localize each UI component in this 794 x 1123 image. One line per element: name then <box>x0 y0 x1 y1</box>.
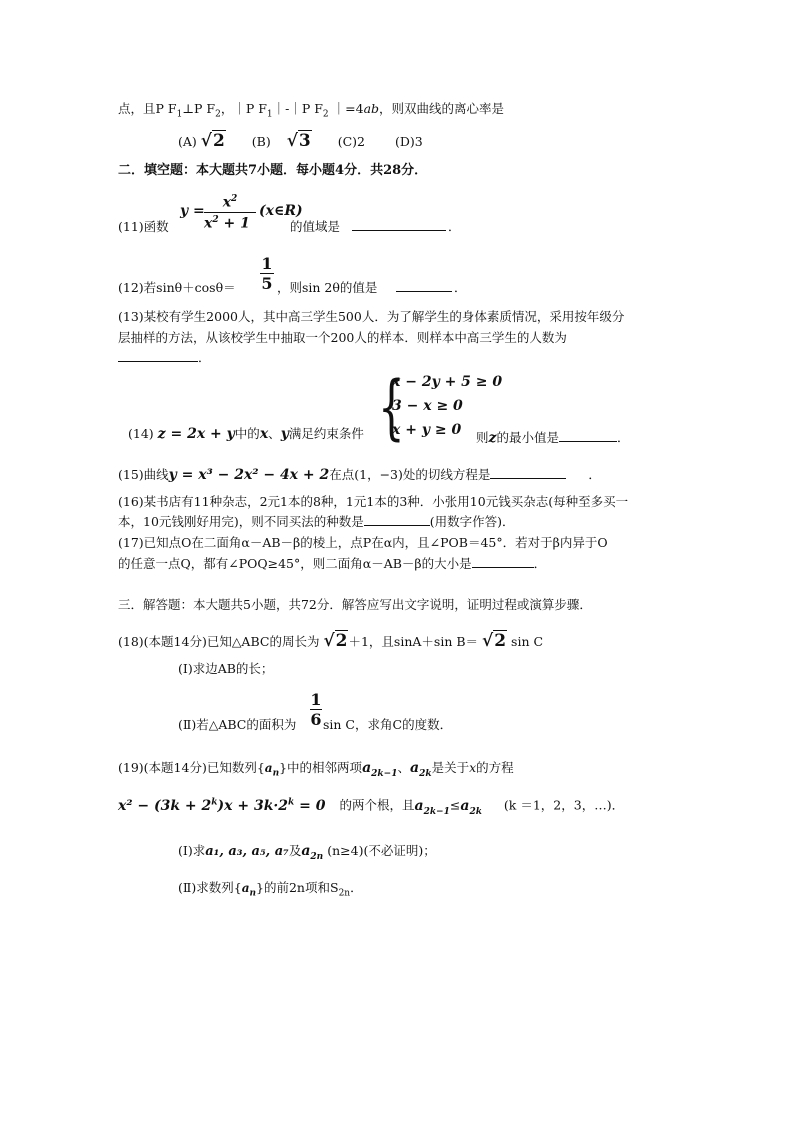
text: 3 <box>298 131 311 151</box>
text: n <box>272 768 280 779</box>
q13-blank <box>118 350 198 362</box>
q14-tail <box>476 430 630 447</box>
text: a <box>414 797 424 814</box>
q14-constraint-2: 3 − x ≥ 0 <box>392 398 463 414</box>
q18-denominator: 6 <box>310 710 322 729</box>
text <box>362 760 398 779</box>
text: 的两个根，且 <box>339 797 415 813</box>
text: 满足约束条件 <box>288 426 364 441</box>
option-d: (D)3 <box>394 134 423 149</box>
text: sin C，求角C的度数． <box>323 717 453 732</box>
text: ≤ <box>449 797 461 813</box>
text <box>301 843 324 862</box>
text: + 1 <box>218 215 250 232</box>
q14 <box>128 426 364 443</box>
q19-part2 <box>178 880 363 899</box>
brace-icon: { <box>378 366 405 448</box>
q17-line2 <box>118 556 546 571</box>
text: 2 <box>231 194 238 204</box>
sqrt-2: √2 <box>200 131 225 151</box>
q17-blank <box>472 556 534 568</box>
text: ｜=4 <box>328 101 364 116</box>
q12-blank <box>396 280 452 292</box>
q19-stem1 <box>118 760 514 780</box>
text: 2n <box>310 851 324 862</box>
text: 2 <box>494 631 507 651</box>
text: 点，且P F <box>118 101 177 116</box>
option-a: (A) <box>178 134 197 149</box>
text: 2k <box>469 806 482 817</box>
q11-denominator <box>204 215 250 232</box>
text: ． <box>588 467 601 482</box>
text: ． <box>198 350 211 365</box>
text: 的最小值是 <box>496 430 559 445</box>
text: 则 <box>476 430 489 445</box>
q17-line1: (17)已知点O在二面角α－AB－β的棱上，点P在α内，且∠POB＝45°．若对于β内异于O <box>118 535 608 550</box>
text: 、 <box>268 426 281 441</box>
text: x <box>222 194 232 211</box>
sqrt-2: √2 <box>482 631 507 651</box>
q11-numerator <box>204 194 256 213</box>
text: 2k−1 <box>423 806 450 817</box>
q13-line3 <box>118 350 211 365</box>
text <box>409 760 432 779</box>
q19-stem2 <box>118 797 624 817</box>
q14-prefix: (14) <box>128 426 154 441</box>
text: }的前2n项和S <box>256 880 339 895</box>
text: = 0 <box>294 797 326 814</box>
q15-prefix: (15)曲线 <box>118 467 169 482</box>
q11-prefix: (11)函数 <box>118 219 169 234</box>
sqrt-3: √3 <box>286 131 311 151</box>
text: k <box>211 797 218 807</box>
text <box>264 761 280 779</box>
text: a <box>264 761 273 775</box>
text: 及 <box>288 843 302 858</box>
text: ． <box>448 219 461 234</box>
q14-constraint-3: x + y ≥ 0 <box>392 422 462 438</box>
text: 在点(1，−3)处的切线方程是 <box>329 467 491 482</box>
text: 1 <box>266 109 273 120</box>
q12-denominator: 5 <box>261 274 273 293</box>
q15-curve: y = x³ − 2x² − 4x + 2 <box>168 467 330 483</box>
text: ，则双曲线的离心率是 <box>379 101 505 116</box>
text: x <box>469 760 477 775</box>
text: ⊥P F <box>182 101 216 116</box>
q13-line1: (13)某校有学生2000人，其中高三学生500人．为了解学生的身体素质情况，采用按年级分 <box>118 309 625 324</box>
q19-part1 <box>178 843 436 863</box>
q16-line1: (16)某书店有11种杂志，2元1本的8种，1元1本的3种．小张用10元钱买杂志(每种至多买一 <box>118 494 629 509</box>
q15-blank <box>490 467 566 479</box>
text: a₁, a₃, a₅, a₇ <box>205 844 289 859</box>
q12-suffix: ，则sin 2θ的值是 <box>277 280 378 295</box>
text: 1 <box>176 109 183 120</box>
q11-lhs: y = <box>180 203 205 219</box>
text: sin C <box>507 634 544 649</box>
text: a <box>460 797 470 814</box>
text: ＋1，且sinA＋sin B＝ <box>348 634 479 649</box>
q13-line2: 层抽样的方法，从该校学生中抽取一个200人的样本．则样本中高三学生的人数为 <box>118 330 567 345</box>
text: a <box>241 881 250 895</box>
q15 <box>118 467 601 484</box>
text: 2 <box>335 631 348 651</box>
text: )x + 3k·2 <box>217 797 289 814</box>
text <box>241 881 257 899</box>
text: a <box>409 760 420 776</box>
text: x <box>259 426 269 442</box>
text: a <box>362 760 372 776</box>
text: ｜-｜P F <box>272 101 323 116</box>
sqrt-2: √2 <box>323 631 348 651</box>
text: (18)(本题14分)已知△ABC的周长为 <box>118 634 320 649</box>
text: 本，10元钱刚好用完)，则不同买法的种数是 <box>118 514 364 529</box>
section2-title: 二．填空题：本大题共7小题．每小题4分．共28分． <box>118 163 428 178</box>
q14-constraint-1: x − 2y + 5 ≥ 0 <box>392 374 503 390</box>
text: (用数字作答)． <box>429 514 515 529</box>
q10-stem-tail <box>118 101 504 120</box>
text <box>460 797 482 817</box>
text: ． <box>616 430 630 445</box>
text: 、 <box>397 760 410 775</box>
text: a <box>301 843 311 859</box>
q18-part1: (I)求边AB的长； <box>178 661 274 676</box>
text: (19)(本题14分)已知数列{ <box>118 760 265 775</box>
text: 2n <box>338 888 351 899</box>
text: 2 <box>215 109 221 120</box>
text: (Ⅱ)求数列{ <box>178 880 242 895</box>
text: ab <box>363 101 380 116</box>
text: k <box>288 797 295 807</box>
text: 2 <box>212 131 225 151</box>
option-c: (C)2 <box>337 134 365 149</box>
text: ． <box>350 880 363 895</box>
q10-options <box>178 131 423 151</box>
text: x² − (3k + 2 <box>118 797 212 814</box>
q11-condition: (x∈R) <box>259 203 303 219</box>
text: ． <box>454 280 467 295</box>
text: n <box>249 888 257 899</box>
text: ． <box>533 556 547 571</box>
q14-blank <box>559 430 617 442</box>
text <box>414 797 450 817</box>
q14-objective: z = 2x + y <box>157 426 235 442</box>
q12-prefix: (12)若sinθ＋cosθ＝ <box>118 280 236 295</box>
text: y <box>280 426 289 442</box>
text: x <box>204 215 213 232</box>
option-b: (B) <box>251 134 271 149</box>
text: 2k−1 <box>371 768 398 779</box>
section3-title: 三．解答题：本大题共5小题，共72分．解答应写出文字说明，证明过程或演算步骤． <box>118 597 592 612</box>
text: (k ＝1，2，3，…)． <box>503 797 625 813</box>
text: (I)求 <box>178 843 206 858</box>
text: 的方程 <box>476 760 514 775</box>
text: 2k <box>419 768 432 779</box>
text: (n≥4)(不必证明)； <box>327 843 436 858</box>
text: 中的 <box>234 426 260 441</box>
q16-blank <box>364 514 430 526</box>
text: }中的相邻两项 <box>279 760 363 775</box>
text: (Ⅱ)若△ABC的面积为 <box>178 717 297 732</box>
text: 2 <box>212 215 219 225</box>
q16-line2 <box>118 514 515 529</box>
q11-blank <box>352 219 446 231</box>
text: 的任意一点Q，都有∠POQ≥45°，则二面角α－AB－β的大小是 <box>118 556 472 571</box>
q11-suffix: 的值域是 <box>290 219 341 234</box>
q18-numerator: 1 <box>310 690 322 709</box>
text: 是关于 <box>431 760 470 775</box>
q12-numerator: 1 <box>261 254 273 273</box>
text: 2 <box>322 109 329 120</box>
q19-equation <box>118 798 326 814</box>
text: z <box>488 430 497 446</box>
q18-stem <box>118 631 543 651</box>
text: ，｜P F <box>220 101 267 116</box>
